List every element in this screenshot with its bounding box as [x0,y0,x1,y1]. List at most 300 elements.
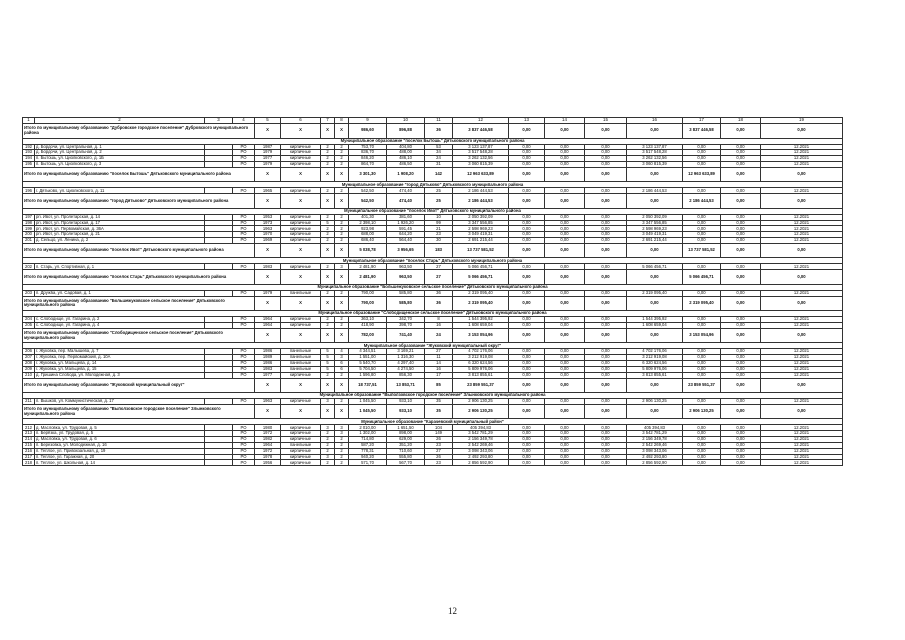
table-cell: 0,00 [585,460,627,466]
subtotal-cell: 18 737,51 [349,378,387,393]
column-number-cell: 15 [585,118,627,124]
table-cell: 2 [335,232,349,238]
table-cell: 0,00 [509,448,545,454]
table-cell: кирпичные [281,448,321,454]
table-cell: 2 [321,238,335,244]
table-cell: 3 262 132,56 [627,156,683,162]
table-cell: 99 [425,220,453,226]
table-cell: 194 [23,156,35,162]
table-cell: 0,00 [545,425,585,431]
table-cell: 0,00 [585,144,627,150]
table-cell: 4 297,40 [387,361,425,367]
table-cell: 0,00 [545,431,585,437]
column-number-cell: 1 [23,118,35,124]
table-cell: 0,00 [509,188,545,194]
subtotal-cell: 2 906 130,25 [683,404,721,419]
table-cell: 31 [425,162,453,168]
table-cell: 12.2021 [761,460,843,466]
table-cell: 0,00 [545,156,585,162]
subtotal-cell: 2 186 444,53 [683,194,721,209]
table-cell: 0,00 [545,355,585,361]
table-cell: 474,40 [387,188,425,194]
table-cell: 0,00 [721,214,761,220]
subtotal-cell: X [335,270,349,285]
subtotal-row [23,124,843,139]
subtotal-cell: 85 [425,378,453,393]
table-cell: 591,45 [387,226,425,232]
subtotal-cell: 13 737 581,52 [453,243,509,258]
table-cell: 0,00 [545,460,585,466]
table-cell: 0,00 [585,442,627,448]
table-cell: 210 [23,372,35,378]
subtotal-cell: X [321,328,335,343]
table-cell: 1978 [255,454,281,460]
table-cell: 217 [23,454,35,460]
table-cell: 0,00 [509,349,545,355]
table-cell: 2 542 269,46 [453,442,509,448]
table-cell: 1979 [255,290,281,296]
table-cell: 3 542 781,29 [453,431,509,437]
table-cell: 940,20 [349,454,387,460]
column-number-cell: 19 [761,118,843,124]
table-cell: 2 [321,442,335,448]
subtotal-cell: X [255,194,281,209]
table-cell: 0,00 [585,448,627,454]
table-cell: 488,00 [387,150,425,156]
table-cell: 0,00 [721,162,761,168]
table-cell: кирпичные [281,214,321,220]
table-cell: 564,40 [387,238,425,244]
table-cell: 1970 [255,232,281,238]
table-cell: 12.2021 [761,361,843,367]
subtotal-cell: X [335,296,349,311]
table-cell: 3 [321,399,335,405]
table-cell: 0,00 [683,188,721,194]
subtotal-label: Итого по муниципальному образованию "поселок Старь" Дятьковского муниципального района [23,270,255,285]
table-cell: РО [233,144,255,150]
table-cell: 351,20 [387,442,425,448]
table-cell: 1986 [255,361,281,367]
subtotal-cell: 0,00 [761,124,843,139]
table-cell: 2 [321,226,335,232]
table-cell: 1986 [255,349,281,355]
table-cell: 0,00 [509,366,545,372]
subtotal-cell: 896,88 [387,124,425,139]
table-cell: РО [233,322,255,328]
table-cell: РО [233,366,255,372]
table-cell: 215 [23,442,35,448]
table-cell: 2 050 392,09 [453,214,509,220]
subtotal-cell: X [321,194,335,209]
subtotal-cell: X [321,378,335,393]
table-cell: 12.2021 [761,322,843,328]
subtotal-row [23,328,843,343]
subtotal-cell: 0,00 [761,296,843,311]
subtotal-cell: 0,00 [509,194,545,209]
table-cell: 0,00 [721,448,761,454]
table-cell: 1983 [255,366,281,372]
table-cell: РО [233,150,255,156]
table-cell: 1965 [255,188,281,194]
page-number: 12 [448,606,457,616]
table-cell: кирпичные [281,220,321,226]
table-cell: п. Теплое, ул. Школьная, д. 14 [35,460,205,466]
table-cell: 12.2021 [761,355,843,361]
subtotal-cell: 0,00 [761,167,843,182]
table-cell: 0,00 [545,454,585,460]
table-cell: 4 [335,349,349,355]
table-cell: 0,00 [585,355,627,361]
table-cell: 0,00 [545,442,585,448]
table-cell: 0,00 [509,238,545,244]
table-cell: 342,70 [387,317,425,323]
table-cell: 14 [425,361,453,367]
table-cell: п. Берёзка, ул. Трудовая, д. 5 [35,431,205,437]
table-cell: 17 [425,372,453,378]
table-cell: 1964 [255,317,281,323]
subtotal-cell: 27 [425,270,453,285]
table-cell: 0,00 [509,220,545,226]
table-cell: РО [233,425,255,431]
table-cell: 3 [335,355,349,361]
table-cell: 0,00 [509,442,545,448]
section-heading: Муниципальное образование "Слободищенское сельское поселение" Дятьковского муниципального района [23,311,843,317]
table-cell: п. Березовка, ул. Молодежная, д. 16 [35,442,205,448]
table-cell: 0,00 [509,372,545,378]
table-cell: 26 [425,437,453,443]
table-cell: 5 [321,349,335,355]
subtotal-cell: 474,40 [387,194,425,209]
subtotal-cell: 12 963 633,89 [453,167,509,182]
table-cell: рп. Ивот, ул. Пролетарская, д. 17 [35,220,205,226]
table-cell: 714,80 [349,437,387,443]
table-cell: 2 [335,162,349,168]
section-heading: Муниципальное образование "Выползовское городское поселение" Злынковского муниципального района [23,393,843,399]
subtotal-cell: 5 066 456,71 [683,270,721,285]
table-cell: 2 [321,322,335,328]
table-cell: 1 551,00 [349,355,387,361]
subtotal-cell: 1 908,20 [387,167,425,182]
table-cell: 0,00 [683,361,721,367]
subtotal-cell: 0,00 [721,270,761,285]
subtotal-cell: 0,00 [585,296,627,311]
subtotal-cell: 0,00 [721,194,761,209]
table-cell: 0,00 [509,264,545,270]
table-cell: 2 [321,214,335,220]
table-cell: 486,50 [387,162,425,168]
subtotal-cell: 782,00 [349,328,387,343]
capital-repair-table [22,117,843,466]
table-cell: 2 598 969,23 [453,226,509,232]
subtotal-cell: 12 963 633,89 [683,167,721,182]
table-cell: 2 691 215,44 [453,238,509,244]
subtotal-cell: 13 737 581,52 [683,243,721,258]
table-cell: 12.2021 [761,317,843,323]
subtotal-cell: 0,00 [509,378,545,393]
table-cell: 688,00 [349,232,387,238]
table-cell: 0,00 [545,144,585,150]
table-cell: 218 [23,460,35,466]
table-cell: 0,00 [545,226,585,232]
column-number-cell: 2 [35,118,205,124]
table-cell: 2 [321,156,335,162]
table-cell: 2 [335,317,349,323]
subtotal-cell: 0,00 [585,167,627,182]
table-cell: 3 347 556,85 [453,220,509,226]
subtotal-cell: 0,00 [585,243,627,258]
table-cell: 0,00 [585,425,627,431]
table-cell: 23 [425,460,453,466]
table-cell: 206 [23,349,35,355]
subtotal-cell: 0,00 [545,404,585,419]
table-cell: 35 [425,399,453,405]
table-cell: 0,00 [721,317,761,323]
subtotal-label: Итого по муниципальному образованию "Выползовское городское поселение" Злынковского муниципального района [23,404,255,419]
subtotal-cell: 2 319 095,40 [683,296,721,311]
subtotal-cell: 0,00 [721,378,761,393]
table-cell: 2 [335,144,349,150]
table-cell: 0,00 [721,226,761,232]
table-cell: 0,00 [509,431,545,437]
section-heading: Муниципальное образование "поселок Ивот" Дятьковского муниципального района [23,208,843,214]
table-cell: 0,00 [683,264,721,270]
table-cell: 6 320 624,56 [627,361,683,367]
table-cell: 0,00 [683,349,721,355]
table-cell: 2 [321,232,335,238]
table-cell: 1953 [255,214,281,220]
subtotal-cell: 0,00 [585,404,627,419]
subtotal-cell: 0,00 [545,194,585,209]
table-cell: 3 813 855,61 [627,372,683,378]
subtotal-cell: 5 038,78 [349,243,387,258]
table-cell: 1 316,30 [387,355,425,361]
table-cell: 5 540,70 [349,361,387,367]
table-cell: РО [233,399,255,405]
table-cell: 2 906 130,25 [627,399,683,405]
table-cell: 205 [23,322,35,328]
table-cell: 12.2021 [761,264,843,270]
table-cell: 0,00 [683,226,721,232]
subtotal-cell: 0,00 [761,328,843,343]
table-cell: 203 [23,290,35,296]
table-cell: 3 123 137,87 [453,144,509,150]
subtotal-cell: 0,00 [627,167,683,182]
table-cell: 0,00 [683,322,721,328]
table-cell: 3 [321,454,335,460]
subtotal-cell: 0,00 [585,328,627,343]
table-cell: 585,80 [387,290,425,296]
table-cell: 0,00 [683,238,721,244]
table-cell: 12.2021 [761,454,843,460]
subtotal-label: Итого по муниципальному образованию "Слободищенское сельское поселение" Дятьковского муниципального района [23,328,255,343]
table-cell: 0,00 [545,220,585,226]
subtotal-label: Итого по муниципальному образованию "город Дятьково" Дятьковского муниципального района [23,194,255,209]
table-cell: 0,00 [509,162,545,168]
subtotal-label: Итого по муниципальному образованию "поселок Бытошь" Дятьковского муниципального района [23,167,255,182]
table-cell: РО [233,431,255,437]
table-cell: 0,00 [545,372,585,378]
table-cell: 0,00 [585,156,627,162]
subtotal-cell: 0,00 [721,328,761,343]
table-cell: 710,60 [387,448,425,454]
table-cell: 0,00 [683,425,721,431]
table-cell: 2 [321,431,335,437]
table-cell: 53 [425,144,453,150]
table-cell: 836,70 [349,150,387,156]
table-cell: 381,60 [387,214,425,220]
table-cell: 0,00 [545,232,585,238]
subtotal-cell: 0,00 [585,194,627,209]
table-cell [205,460,233,466]
column-number-cell: 16 [627,118,683,124]
table-cell: 2 [335,399,349,405]
table-cell: 12.2021 [761,156,843,162]
subtotal-cell: X [321,296,335,311]
table-cell: 2 [335,226,349,232]
table-cell: 2 [321,317,335,323]
subtotal-cell: 0,00 [627,378,683,393]
subtotal-cell: 0,00 [761,404,843,419]
subtotal-cell: X [321,124,335,139]
subtotal-cell: 0,00 [761,243,843,258]
column-number-cell: 13 [509,118,545,124]
subtotal-cell: 0,00 [721,167,761,182]
subtotal-cell: 0,00 [721,404,761,419]
column-number-cell: 8 [335,118,349,124]
table-cell: 1 608 659,04 [453,322,509,328]
table-cell: 2 [321,437,335,443]
table-cell: 4 274,50 [387,366,425,372]
table-cell: 3 212 919,08 [627,355,683,361]
table-cell: 2 [335,238,349,244]
column-number-cell: 11 [425,118,453,124]
table-cell: 1989 [255,355,281,361]
table-cell: 0,00 [585,214,627,220]
table-cell: 12.2021 [761,349,843,355]
table-cell: 363,10 [349,317,387,323]
table-cell: 2 [321,144,335,150]
subtotal-cell: X [281,296,321,311]
table-cell: 24 [425,156,453,162]
table-cell: 0,00 [545,188,585,194]
table-cell: РО [233,361,255,367]
table-cell: кирпичные [281,431,321,437]
table-cell: 3 049 419,31 [453,232,509,238]
subtotal-cell: 1 045,50 [349,404,387,419]
table-cell: 846,20 [349,156,387,162]
table-cell: п. Теплое, ул. Привокзальная, д. 19 [35,448,205,454]
table-cell: 0,00 [721,264,761,270]
table-cell: 1963 [255,399,281,405]
table-cell: 12.2021 [761,448,843,454]
table-cell: 12.2021 [761,442,843,448]
table-cell: 0,00 [545,214,585,220]
table-cell: РО [233,454,255,460]
table-cell: 0,00 [585,372,627,378]
subtotal-cell: 790,00 [349,296,387,311]
table-cell: РО [233,437,255,443]
table-cell: рп. Ивот, ул. Пролетарская, д. 14 [35,214,205,220]
table-cell: 401,30 [349,214,387,220]
table-cell: 0,00 [721,442,761,448]
subtotal-cell: X [255,404,281,419]
table-cell: 0,00 [509,460,545,466]
table-cell: 36 [425,290,453,296]
table-cell: 0,00 [683,399,721,405]
subtotal-cell: 0,00 [545,328,585,343]
table-cell: 1 596,80 [349,372,387,378]
section-heading: Муниципальное образование "Карачевский муниципальный район" [23,419,843,425]
subtotal-cell: 0,00 [627,243,683,258]
subtotal-cell: 542,50 [349,194,387,209]
table-cell: 0,00 [545,366,585,372]
register-sheet [22,117,838,466]
table-cell: 0,00 [509,454,545,460]
table-cell: 4 702 176,06 [453,349,509,355]
table-cell: 0,00 [509,361,545,367]
table-cell: 1980 [255,425,281,431]
table-cell: кирпичные [281,372,321,378]
table-cell: 5 [321,361,335,367]
table-cell: 25 [425,188,453,194]
table-cell: 0,00 [545,322,585,328]
subtotal-cell: 5 066 456,71 [453,270,509,285]
table-cell: 0,00 [585,366,627,372]
table-cell: 2 [321,460,335,466]
table-cell: кирпичные [281,156,321,162]
table-cell: 0,00 [545,238,585,244]
table-cell: 216 [23,448,35,454]
table-cell: 27 [425,349,453,355]
subtotal-cell: 0,00 [509,167,545,182]
table-cell: РО [233,349,255,355]
table-cell: 790,00 [349,290,387,296]
table-cell: 2 [335,372,349,378]
table-cell: 923,98 [349,226,387,232]
table-cell: 1 544 395,92 [453,317,509,323]
table-cell: 0,00 [683,431,721,437]
table-cell: 211 [23,399,35,405]
table-cell: 3 262 132,56 [453,156,509,162]
table-cell: РО [233,238,255,244]
section-heading: Муниципальное образование "поселок Бытошь" Дятьковского муниципального района [23,138,843,144]
section-heading: Муниципальное образование "Большежуковское сельское поселение" Дятьковского муниципального района [23,284,843,290]
table-cell: 12.2021 [761,425,843,431]
subtotal-cell: 0,00 [509,243,545,258]
table-cell: 644,20 [387,232,425,238]
subtotal-cell: X [335,124,349,139]
table-cell: 23 [425,442,453,448]
table-cell: д. Гришина Слобода, ул. Молодежная, д. 3 [35,372,205,378]
table-cell: 213 [23,431,35,437]
table-cell: 2 [335,454,349,460]
table-cell: 197 [23,214,35,220]
subtotal-cell: 0,00 [585,124,627,139]
table-cell: 2 856 592,90 [627,460,683,466]
table-cell: 12.2021 [761,399,843,405]
table-cell: РО [233,290,255,296]
table-cell: 1956 [255,460,281,466]
table-cell: г. Жуковка, пер. Малышева, д. 7 [35,349,205,355]
table-cell: 201 [23,238,35,244]
table-cell: 567,70 [387,460,425,466]
table-cell: панельные [281,366,321,372]
table-cell: 5 704,50 [349,366,387,372]
subtotal-cell: 0,00 [545,167,585,182]
table-cell: 0,00 [585,264,627,270]
table-cell: кирпичные [281,454,321,460]
table-cell: 0,00 [585,361,627,367]
